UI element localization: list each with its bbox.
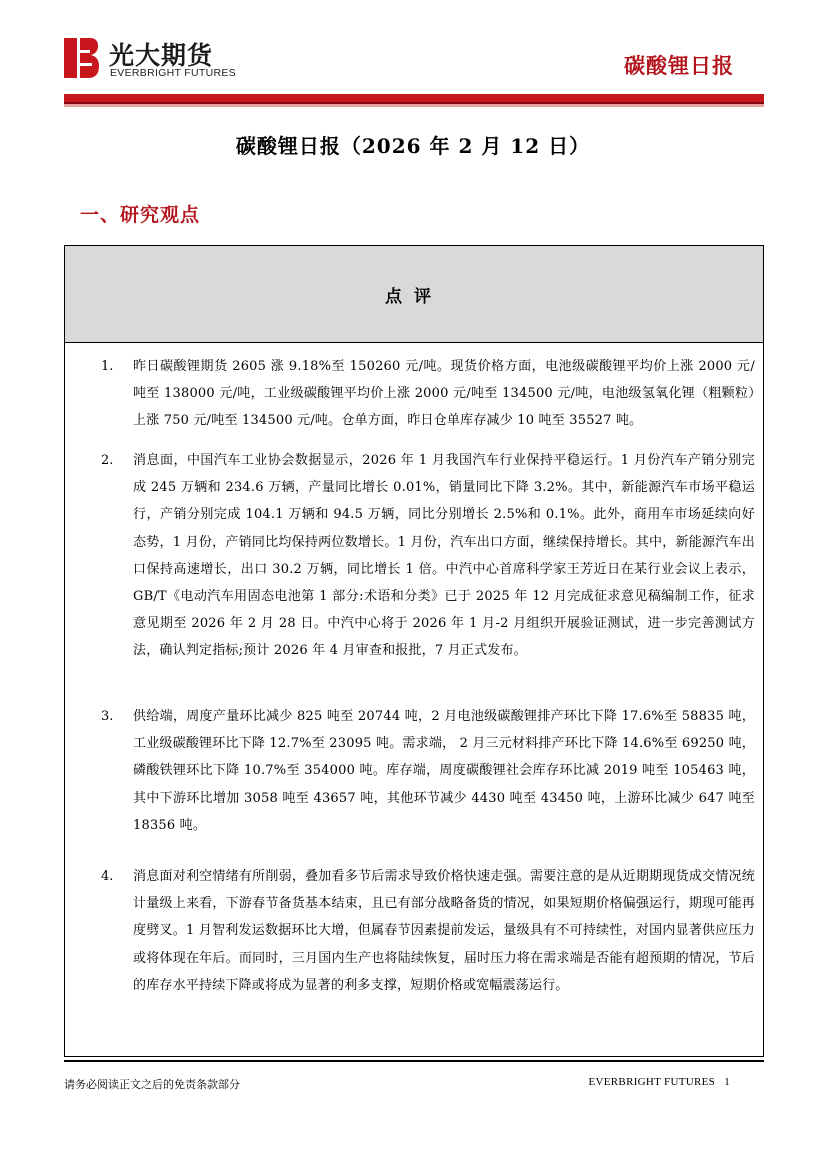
footer-divider: [64, 1060, 764, 1062]
section-title: 一、研究观点: [80, 204, 201, 226]
footer-company: EVERBRIGHT FUTURES: [588, 1076, 716, 1088]
item-text: 供给端，周度产量环比减少 825 吨至 20744 吨，2 月电池级碳酸锂排产环比下降 17.6%至 58835 吨，工业级碳酸锂环比下降 12.7%至 23095 吨。需求端， 2 月三元材料排产环比下降 14.6%至 69250 吨，磷酸铁锂环比下降 10.7%至 354000 吨。库存端，周度碳酸锂社会库存环比减 2019 吨至 105463 吨，其中下游环比增加 3058 吨至 43657 吨，其他环节减少 4430 吨至 43450 吨，上游环比减少 647 吨至 18356 吨。: [133, 709, 755, 833]
footer-disclaimer: 请务必阅读正文之后的免责条款部分: [64, 1078, 240, 1091]
brand-name-en: EVERBRIGHT FUTURES: [110, 67, 236, 79]
report-name: 碳酸锂日报: [624, 53, 734, 78]
review-heading: 点评: [65, 246, 763, 343]
header-divider-shadow: [64, 104, 764, 107]
page-title: 碳酸锂日报（2026 年 2 月 12 日）: [235, 134, 591, 158]
footer-company-page: [589, 1076, 730, 1088]
item-number: 4.: [101, 869, 114, 884]
review-table: [64, 245, 764, 1057]
item-number: 3.: [101, 709, 114, 724]
page-number: 1: [724, 1076, 730, 1088]
item-text: 消息面对利空情绪有所削弱，叠加看多节后需求导致价格快速走强。需要注意的是从近期期现货成交情况统计量级上来看，下游春节备货基本结束，且已有部分战略备货的情况，如果短期价格偏强运行，期现可能再度劈叉。1 月智利发运数据环比大增，但属春节因素提前发运，量级具有不可持续性，对国内显著供应压力或将体现在年后。而同时，三月国内生产也将陆续恢复，届时压力将在需求端是否能有超预期的情况，节后的库存水平持续下降或将成为显著的利多支撑，短期价格或宽幅震荡运行。: [133, 869, 755, 993]
header-divider: [64, 94, 764, 104]
item-number: 2.: [101, 453, 114, 468]
brand-name-cn: 光大期货: [109, 41, 214, 70]
item-text: 消息面，中国汽车工业协会数据显示，2026 年 1 月我国汽车行业保持平稳运行。1 月份汽车产销分别完成 245 万辆和 234.6 万辆，产量同比增长 0.01%，销量同比下降 3.2%。其中，新能源汽车市场平稳运行，产销分别完成 104.1 万辆和 94.5 万辆，同比分别增长 2.5%和 0.1%。此外，商用车市场延续向好态势，1 月份，产销同比均保持两位数增长。1 月份，汽车出口方面，继续保持增长。其中，新能源汽车出口保持高速增长，出口 30.2 万辆，同比增长 1 倍。中汽中心首席科学家王芳近日在某行业会议上表示，GB/T《电动汽车用固态电池第 1 部分:术语和分类》已于 2025 年 12 月完成征求意见稿编制工作，征求意见期至 2026 年 2 月 28 日。中汽中心将于 2026 年 1 月-2 月组织开展验证测试，进一步完善测试方法，确认判定指标;预计 2026 年 4 月审查和报批，7 月正式发布。: [133, 453, 755, 659]
company-logo: [64, 36, 244, 82]
everbright-logo-icon: [64, 36, 100, 80]
item-text: 昨日碳酸锂期货 2605 涨 9.18%至 150260 元/吨。现货价格方面，电池级碳酸锂平均价上涨 2000 元/吨至 138000 元/吨，工业级碳酸锂平均价上涨 2000 元/吨至 134500 元/吨，电池级氢氧化锂（粗颗粒）上涨 750 元/吨至 134500 元/吨。仓单方面，昨日仓单库存减少 10 吨至 35527 吨。: [133, 359, 755, 429]
item-number: 1.: [101, 359, 114, 374]
